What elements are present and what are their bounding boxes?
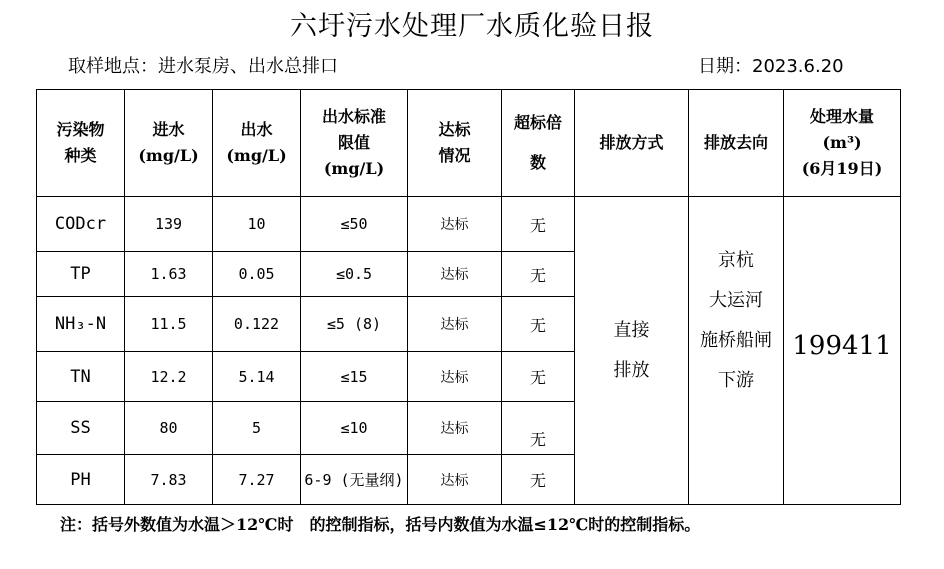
discharge-mode-text: 直接 [613, 319, 650, 341]
treated-volume: 199411 [784, 197, 901, 505]
discharge-mode-cell [575, 197, 689, 505]
sampling-location: 取样地点：进水泵房、出水总排口 [68, 56, 338, 77]
discharge-dest-text: 下游 [718, 369, 754, 391]
header-outflow [213, 90, 301, 197]
report-title: 六圩污水处理厂水质化验日报 [290, 11, 654, 42]
header-text: 限值 [337, 133, 370, 152]
limit-value: ≤5 (8) [301, 297, 408, 352]
table-row [37, 197, 901, 252]
header-text: (m³) [822, 133, 862, 152]
status-value: 达标 [408, 402, 502, 455]
header-text: 污染物 [56, 120, 105, 139]
discharge-dest-cell [689, 197, 784, 505]
exceed-value: 无 [502, 297, 575, 352]
outflow-value: 5.14 [213, 352, 301, 402]
water-quality-table [36, 89, 901, 505]
outflow-value: 0.122 [213, 297, 301, 352]
status-value: 达标 [408, 252, 502, 297]
report-date: 日期：2023.6.20 [698, 56, 844, 77]
header-text: 出水标准 [321, 107, 386, 126]
header-discharge-mode: 排放方式 [575, 90, 689, 197]
header-row [37, 90, 901, 197]
header-text: (6月19日) [801, 159, 883, 178]
pollutant-name: TP [37, 252, 125, 297]
exceed-value: 无 [502, 352, 575, 402]
header-volume [784, 90, 901, 197]
limit-value: ≤50 [301, 197, 408, 252]
pollutant-name: PH [37, 455, 125, 505]
outflow-value: 7.27 [213, 455, 301, 505]
inflow-value: 7.83 [125, 455, 213, 505]
header-exceed [502, 90, 575, 197]
header-status [408, 90, 502, 197]
header-text: (mg/L) [323, 159, 385, 178]
status-value: 达标 [408, 455, 502, 505]
limit-value: ≤0.5 [301, 252, 408, 297]
pollutant-name: TN [37, 352, 125, 402]
discharge-dest-text: 施桥船闸 [700, 329, 772, 351]
header-text: 种类 [64, 146, 97, 165]
header-text: 情况 [438, 146, 471, 165]
exceed-value: 无 [502, 455, 575, 505]
discharge-mode-text: 排放 [613, 359, 650, 381]
limit-value: 6-9 (无量纲) [301, 455, 408, 505]
pollutant-name: SS [37, 402, 125, 455]
header-inflow [125, 90, 213, 197]
status-value: 达标 [408, 352, 502, 402]
header-text: 超标倍 [513, 113, 562, 132]
header-text: 数 [529, 153, 546, 172]
discharge-dest-text: 大运河 [709, 289, 763, 311]
exceed-value: 无 [502, 197, 575, 252]
inflow-value: 12.2 [125, 352, 213, 402]
pollutant-name: NH₃-N [37, 297, 125, 352]
inflow-value: 11.5 [125, 297, 213, 352]
outflow-value: 10 [213, 197, 301, 252]
status-value: 达标 [408, 197, 502, 252]
limit-value: ≤15 [301, 352, 408, 402]
exceed-value: 无 [502, 252, 575, 297]
status-value: 达标 [408, 297, 502, 352]
footnote: 注：括号外数值为水温＞12℃时 的控制指标，括号内数值为水温≤12℃时的控制指标。 [60, 515, 701, 534]
header-text: (mg/L) [226, 146, 287, 165]
outflow-value: 0.05 [213, 252, 301, 297]
header-text: 达标 [438, 120, 471, 139]
header-discharge-dest: 排放去向 [689, 90, 784, 197]
header-text: (mg/L) [138, 146, 199, 165]
inflow-value: 80 [125, 402, 213, 455]
outflow-value: 5 [213, 402, 301, 455]
pollutant-name: CODcr [37, 197, 125, 252]
header-text: 出水 [240, 120, 273, 139]
header-text: 进水 [152, 120, 185, 139]
inflow-value: 1.63 [125, 252, 213, 297]
limit-value: ≤10 [301, 402, 408, 455]
header-pollutant [37, 90, 125, 197]
discharge-dest-text: 京杭 [718, 249, 754, 271]
inflow-value: 139 [125, 197, 213, 252]
header-text: 处理水量 [809, 107, 874, 126]
exceed-value: 无 [502, 402, 575, 455]
header-limit [301, 90, 408, 197]
